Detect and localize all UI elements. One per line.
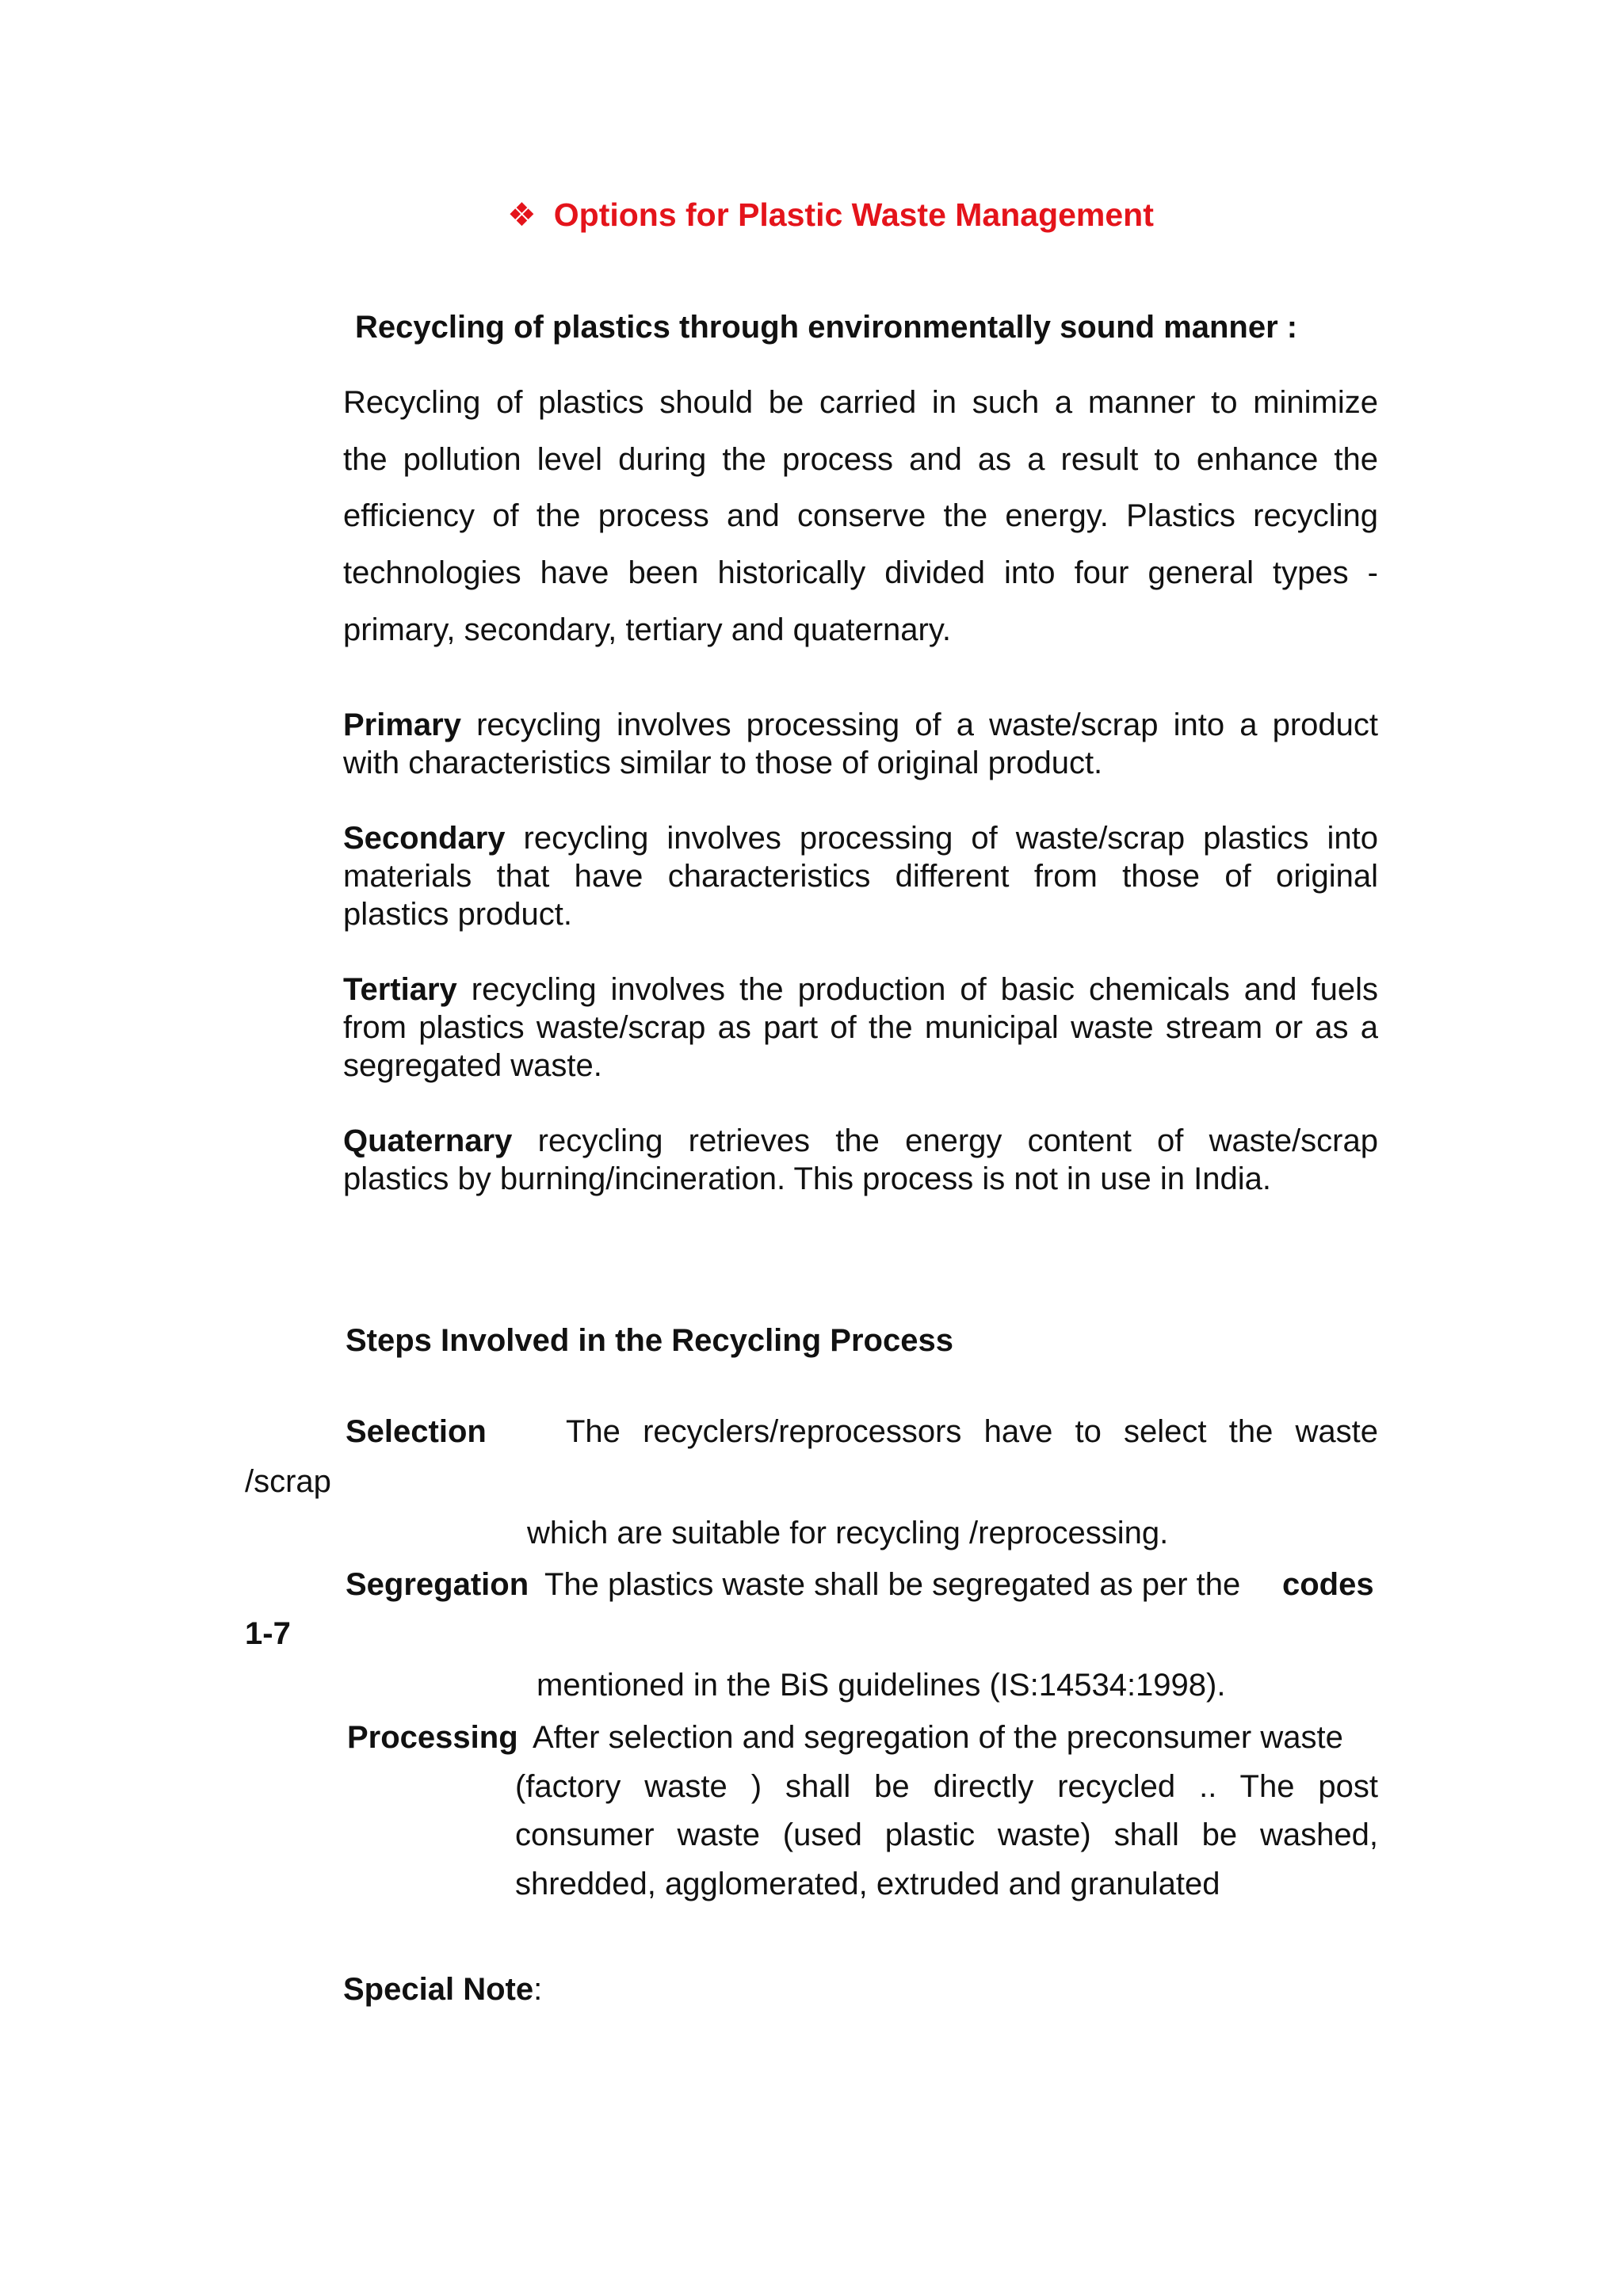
tertiary-line-3: segregated waste. [343, 1048, 602, 1083]
intro-line-3: efficiency of the process and conserve the energy. Plastics recycling [343, 498, 1378, 533]
segregation-wrap: 1-7 [245, 1616, 291, 1651]
steps-heading: Steps Involved in the Recycling Process [346, 1323, 953, 1358]
title-text: Options for Plastic Waste Management [553, 196, 1154, 233]
tertiary-line-2: from plastics waste/scrap as part of the municipal waste stream or as a [343, 1010, 1378, 1045]
special-note: Special Note: [343, 1972, 543, 2007]
segregation-term: Segregation [346, 1567, 529, 1602]
special-note-label: Special Note [343, 1972, 534, 2007]
secondary-term: Secondary [343, 821, 506, 856]
primary-line-2: with characteristics similar to those of original product. [343, 746, 1103, 780]
processing-line-3: consumer waste (used plastic waste) shall be washed, [515, 1817, 1378, 1852]
processing-line-2: (factory waste ) shall be directly recycled .. The post [515, 1769, 1378, 1804]
section-heading-recycling: Recycling of plastics through environmentally sound manner : [355, 310, 1298, 345]
processing-term: Processing [347, 1720, 518, 1755]
primary-line-1: Primary recycling involves processing of a waste/scrap into a product [343, 707, 1378, 742]
tertiary-line-1: Tertiary recycling involves the production of basic chemicals and fuels [343, 972, 1378, 1007]
quaternary-term: Quaternary [343, 1123, 513, 1158]
secondary-line-1: Secondary recycling involves processing of waste/scrap plastics into [343, 821, 1378, 856]
quaternary-line-1: Quaternary recycling retrieves the energy content of waste/scrap [343, 1123, 1378, 1158]
segregation-codes: codes [1282, 1567, 1374, 1602]
segregation-line-2: mentioned in the BiS guidelines (IS:14534:1998). [537, 1668, 1226, 1703]
intro-line-2: the pollution level during the process and as a result to enhance the [343, 442, 1378, 477]
primary-term: Primary [343, 707, 461, 742]
secondary-line-3: plastics product. [343, 897, 573, 932]
tertiary-term: Tertiary [343, 972, 457, 1007]
page-title [507, 196, 1154, 234]
quaternary-line-2: plastics by burning/incineration. This process is not in use in India. [343, 1161, 1271, 1196]
segregation-line-1: The plastics waste shall be segregated as per the [544, 1567, 1241, 1602]
intro-line-1: Recycling of plastics should be carried in such a manner to minimize [343, 385, 1378, 420]
selection-term: Selection [346, 1414, 487, 1449]
processing-line-1: After selection and segregation of the preconsumer waste [533, 1720, 1343, 1755]
intro-line-4: technologies have been historically divided into four general types - [343, 555, 1378, 590]
selection-line-1: The recyclers/reprocessors have to select the waste [566, 1414, 1378, 1449]
secondary-line-2: materials that have characteristics different from those of original [343, 859, 1378, 894]
diamond-bullet-icon: ❖ [507, 196, 537, 233]
selection-wrap: /scrap [245, 1464, 331, 1499]
intro-line-5: primary, secondary, tertiary and quaternary. [343, 612, 951, 647]
selection-line-2: which are suitable for recycling /reprocessing. [527, 1516, 1169, 1550]
processing-line-4: shredded, agglomerated, extruded and granulated [515, 1867, 1220, 1901]
